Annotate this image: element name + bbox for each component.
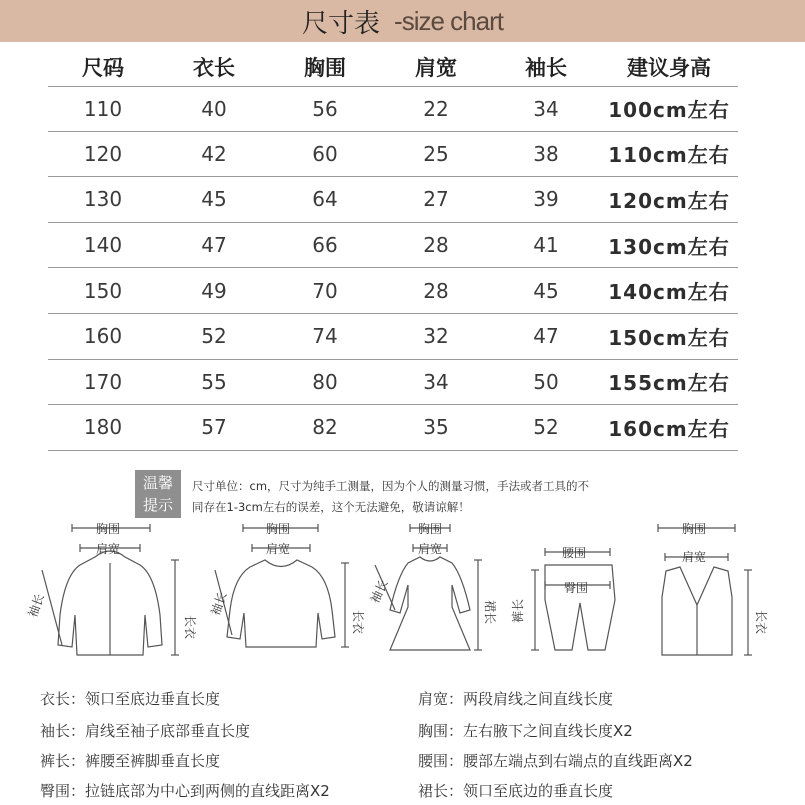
cell-size: 130 xyxy=(83,187,123,212)
table-row xyxy=(48,314,738,360)
cell-length: 57 xyxy=(201,415,227,440)
cell-shoulder: 25 xyxy=(423,141,449,166)
cell-height: 150cm左右 xyxy=(608,325,730,350)
cell-size: 110 xyxy=(83,96,123,121)
tip-line-2: 同存在1-3cm左右的误差，这个无法避免，敬请谅解！ xyxy=(192,500,470,514)
header-length: 衣长 xyxy=(193,56,235,80)
title-chinese: 尺寸表 xyxy=(302,8,381,39)
size-table xyxy=(48,48,738,451)
table-row xyxy=(48,223,738,269)
cell-height: 140cm左右 xyxy=(608,280,730,305)
definition-length: 衣长：领口至底边垂直长度 xyxy=(40,690,221,708)
pants-figure xyxy=(531,548,615,650)
cell-sleeve: 38 xyxy=(533,141,559,166)
cell-chest: 60 xyxy=(312,141,338,166)
title-banner xyxy=(0,0,805,42)
table-row xyxy=(48,360,738,406)
cell-shoulder: 28 xyxy=(423,233,449,258)
cell-height: 130cm左右 xyxy=(608,234,730,259)
cell-sleeve: 39 xyxy=(533,187,559,212)
definition-sleeve: 袖长：肩线至袖子底部垂直长度 xyxy=(40,722,251,740)
definition-hip: 臀围：拉链底部为中心到两侧的直线距离X2 xyxy=(40,782,330,800)
tip-badge-line2: 提示 xyxy=(142,496,173,514)
cell-chest: 64 xyxy=(312,187,338,212)
definition-waist: 腰围：腰部左端点到右端点的直线距离X2 xyxy=(418,752,693,770)
cell-sleeve: 52 xyxy=(533,415,559,440)
cell-size: 170 xyxy=(83,369,123,394)
header-sleeve: 袖长 xyxy=(525,56,567,80)
cell-chest: 82 xyxy=(312,415,338,440)
cell-sleeve: 45 xyxy=(533,278,559,303)
cell-chest: 80 xyxy=(312,369,338,394)
jacket-chest-label: 胸围 xyxy=(96,522,121,536)
cell-chest: 56 xyxy=(312,96,338,121)
jacket-sleeve-label: 袖长 xyxy=(25,591,47,620)
cell-chest: 70 xyxy=(312,278,338,303)
cell-height: 160cm左右 xyxy=(608,416,730,441)
cell-height: 110cm左右 xyxy=(608,143,730,168)
cell-length: 42 xyxy=(201,141,227,166)
cell-length: 47 xyxy=(201,233,227,258)
dress-chest-label: 胸围 xyxy=(418,522,443,536)
dress-length-label: 裙长 xyxy=(483,600,497,625)
cell-height: 155cm左右 xyxy=(608,371,730,396)
table-row xyxy=(48,132,738,178)
header-size: 尺码 xyxy=(82,56,124,80)
title-english: -size chart xyxy=(394,5,503,36)
tip-badge xyxy=(135,470,181,518)
cell-sleeve: 34 xyxy=(533,96,559,121)
tip-line-1: 尺寸单位：cm，尺寸为纯手工测量，因为个人的测量习惯，手法或者工具的不 xyxy=(192,479,590,493)
cell-height: 120cm左右 xyxy=(608,188,730,213)
cell-size: 140 xyxy=(83,233,123,258)
pants-length-label: 裤长 xyxy=(511,598,525,623)
jacket-shoulder-label: 肩宽 xyxy=(96,542,121,556)
cell-size: 180 xyxy=(83,415,123,440)
cell-length: 45 xyxy=(201,187,227,212)
measurement-figures xyxy=(0,515,805,675)
cell-size: 120 xyxy=(83,141,123,166)
table-row xyxy=(48,177,738,223)
definition-pants-length: 裤长：裤腰至裤脚垂直长度 xyxy=(40,752,221,770)
cell-shoulder: 32 xyxy=(423,324,449,349)
sweater-length-label: 长衣 xyxy=(351,610,365,635)
pants-waist-label: 腰围 xyxy=(562,546,587,560)
cell-length: 55 xyxy=(201,369,227,394)
cell-shoulder: 27 xyxy=(423,187,449,212)
cell-sleeve: 41 xyxy=(533,233,559,258)
header-chest: 胸围 xyxy=(304,56,346,80)
definition-chest: 胸围：左右腋下之间直线长度X2 xyxy=(418,722,633,740)
tip-badge-line1: 温馨 xyxy=(142,474,173,492)
cell-shoulder: 35 xyxy=(423,415,449,440)
garment-illustrations xyxy=(0,515,805,675)
sweater-chest-label: 胸围 xyxy=(266,522,291,536)
table-row xyxy=(48,405,738,451)
tip-text xyxy=(192,476,662,518)
cell-sleeve: 47 xyxy=(533,324,559,349)
cell-height: 100cm左右 xyxy=(608,98,730,123)
vest-shoulder-label: 肩宽 xyxy=(682,550,707,564)
vest-length-label: 长衣 xyxy=(754,610,768,635)
cell-chest: 74 xyxy=(312,324,338,349)
vest-figure xyxy=(658,524,752,655)
sweater-sleeve-label: 袖长 xyxy=(208,590,230,618)
sweater-shoulder-label: 肩宽 xyxy=(266,542,291,556)
pants-hip-label: 臀围 xyxy=(564,581,589,595)
dress-shoulder-label: 肩宽 xyxy=(418,542,443,556)
cell-length: 49 xyxy=(201,278,227,303)
cell-length: 52 xyxy=(201,324,227,349)
header-height: 建议身高 xyxy=(627,56,711,80)
table-row xyxy=(48,86,738,132)
dress-sleeve-label: 袖长 xyxy=(367,577,391,606)
cell-chest: 66 xyxy=(312,233,338,258)
cell-shoulder: 22 xyxy=(423,96,449,121)
table-row xyxy=(48,268,738,314)
header-shoulder: 肩宽 xyxy=(415,56,457,80)
definition-dress-length: 裙长：领口至底边的垂直长度 xyxy=(418,782,614,800)
cell-shoulder: 28 xyxy=(423,278,449,303)
vest-chest-label: 胸围 xyxy=(682,522,707,536)
cell-sleeve: 50 xyxy=(533,369,559,394)
definition-shoulder: 肩宽：两段肩线之间直线长度 xyxy=(418,690,614,708)
jacket-length-label: 长衣 xyxy=(183,615,197,640)
cell-length: 40 xyxy=(201,96,227,121)
cell-size: 160 xyxy=(83,324,123,349)
table-header xyxy=(48,48,738,86)
cell-shoulder: 34 xyxy=(423,369,449,394)
cell-size: 150 xyxy=(83,278,123,303)
